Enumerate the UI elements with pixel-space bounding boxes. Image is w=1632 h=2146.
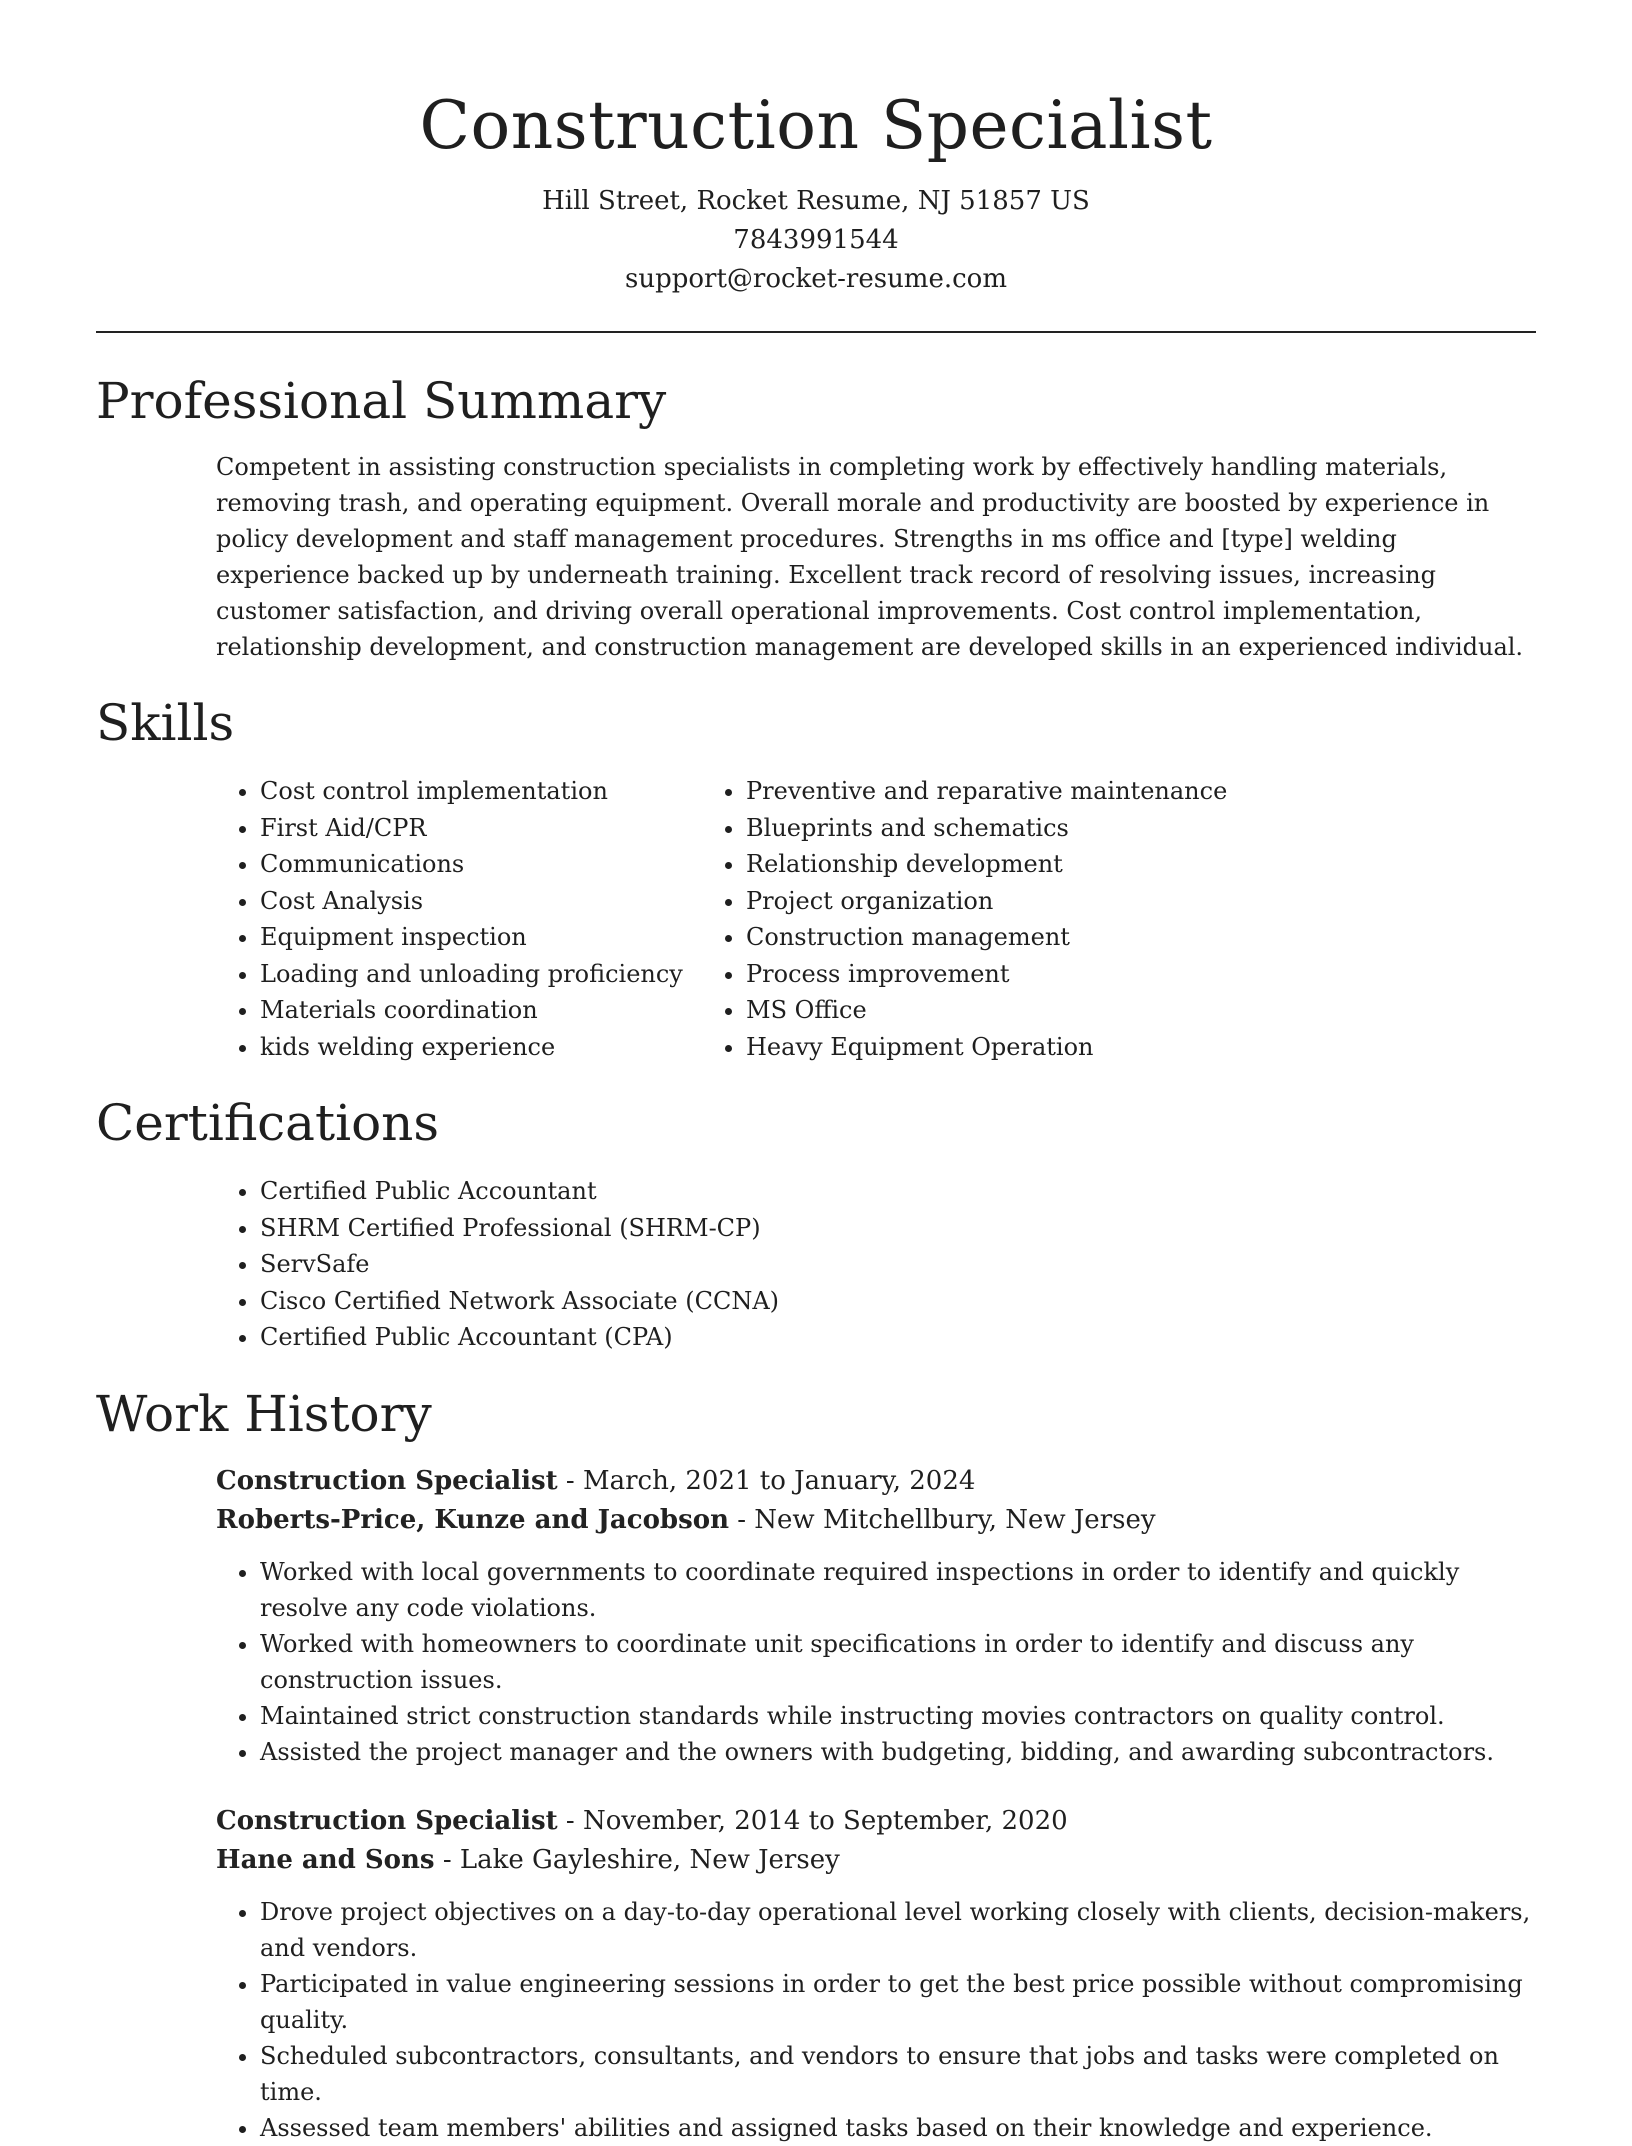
certification-item: • Certified Public Accountant: [260, 1173, 1536, 1210]
work-history-list: [96, 1462, 1536, 2146]
job-company: Hane and Sons: [216, 1844, 435, 1875]
job-bullet: • Assessed team members' abilities and assigned tasks based on their knowledge and experience.: [260, 2110, 1536, 2146]
candidate-name: Construction Specialist: [419, 87, 1213, 164]
certification-item: • ServSafe: [260, 1246, 1536, 1283]
skill-item: • Communications: [260, 846, 746, 883]
job-location: - Lake Gayleshire, New Jersey: [434, 1844, 840, 1875]
job-title-line: [216, 1462, 1536, 1501]
skill-item: • Relationship development: [746, 846, 1396, 883]
job-dates: - March, 2021 to January, 2024: [557, 1465, 976, 1496]
job-bullet: • Maintained strict construction standards while instructing movies contractors on quality control.: [260, 1698, 1536, 1734]
skill-item: • MS Office: [746, 992, 1396, 1029]
certification-item: • Cisco Certified Network Associate (CCNA): [260, 1283, 1536, 1320]
job-bullet: • Scheduled subcontractors, consultants, and vendors to ensure that jobs and tasks were completed on time.: [260, 2038, 1536, 2110]
skill-item: • Preventive and reparative maintenance: [746, 773, 1396, 810]
job-bullet: • Worked with homeowners to coordinate unit specifications in order to identify and discuss any construction issues.: [260, 1626, 1536, 1698]
header-divider: [96, 331, 1536, 333]
work-history-heading: Work History: [96, 1384, 432, 1443]
job-location: - New Mitchellbury, New Jersey: [728, 1504, 1156, 1535]
job-bullet: • Worked with local governments to coordinate required inspections in order to identify and quickly resolve any code violations.: [260, 1554, 1536, 1626]
skill-item: • Process improvement: [746, 956, 1396, 993]
certifications-heading: Certifications: [96, 1094, 440, 1152]
skill-item: • First Aid/CPR: [260, 810, 746, 847]
skill-item: • Equipment inspection: [260, 919, 746, 956]
job-entry: [216, 1462, 1536, 1770]
skill-item: • Loading and unloading proficiency: [260, 956, 746, 993]
skill-item: • Cost Analysis: [260, 883, 746, 920]
skill-item: • Blueprints and schematics: [746, 810, 1396, 847]
skill-item: • Heavy Equipment Operation: [746, 1029, 1396, 1066]
job-company-line: [216, 1501, 1536, 1540]
job-role: Construction Specialist: [216, 1805, 558, 1836]
contact-phone: 7843991544: [733, 225, 899, 255]
job-bullet: • Participated in value engineering sessions in order to get the best price possible without compromising quality.: [260, 1966, 1536, 2038]
job-bullet: • Drove project objectives on a day-to-day operational level working closely with clients, decision-makers, and vendors.: [260, 1894, 1536, 1966]
job-role: Construction Specialist: [216, 1465, 558, 1496]
skill-item: • Materials coordination: [260, 992, 746, 1029]
summary-heading: Professional Summary: [96, 372, 667, 430]
job-bullet: • Assisted the project manager and the owners with budgeting, bidding, and awarding subcontractors.: [260, 1734, 1536, 1770]
skills-heading: Skills: [96, 694, 235, 752]
skill-item: • Project organization: [746, 883, 1396, 920]
skills-column-left: [96, 773, 746, 1065]
resume-page: [96, 0, 1536, 2146]
job-bullets: [216, 1554, 1536, 1770]
certification-item: • SHRM Certified Professional (SHRM-CP): [260, 1210, 1536, 1247]
contact-address: Hill Street, Rocket Resume, NJ 51857 US: [542, 186, 1090, 216]
skills-columns: [96, 773, 1536, 1065]
certification-item: • Certified Public Accountant (CPA): [260, 1319, 1536, 1356]
summary-text: Competent in assisting construction specialists in completing work by effectively handling materials, removing trash, and operating equipment. Overall morale and productivity are boosted by experience in policy development and staff management procedures. Strengths in ms office and [type] welding experience backed up by underneath training. Excellent track record of resolving issues, increasing customer satisfaction, and driving overall operational improvements. Cost control implementation, relationship development, and construction management are developed skills in an experienced individual.: [216, 453, 1524, 661]
contact-block: [96, 182, 1536, 299]
contact-email: support@rocket-resume.com: [624, 264, 1007, 294]
job-dates: - November, 2014 to September, 2020: [557, 1805, 1068, 1836]
job-company-line: [216, 1841, 1536, 1880]
job-bullets: [216, 1894, 1536, 2146]
job-title-line: [216, 1802, 1536, 1841]
skill-item: • kids welding experience: [260, 1029, 746, 1066]
job-entry: [216, 1802, 1536, 2146]
skills-column-right: [746, 773, 1396, 1065]
skill-item: • Construction management: [746, 919, 1396, 956]
certifications-list: [96, 1173, 1536, 1356]
job-company: Roberts-Price, Kunze and Jacobson: [216, 1504, 729, 1535]
skill-item: • Cost control implementation: [260, 773, 746, 810]
